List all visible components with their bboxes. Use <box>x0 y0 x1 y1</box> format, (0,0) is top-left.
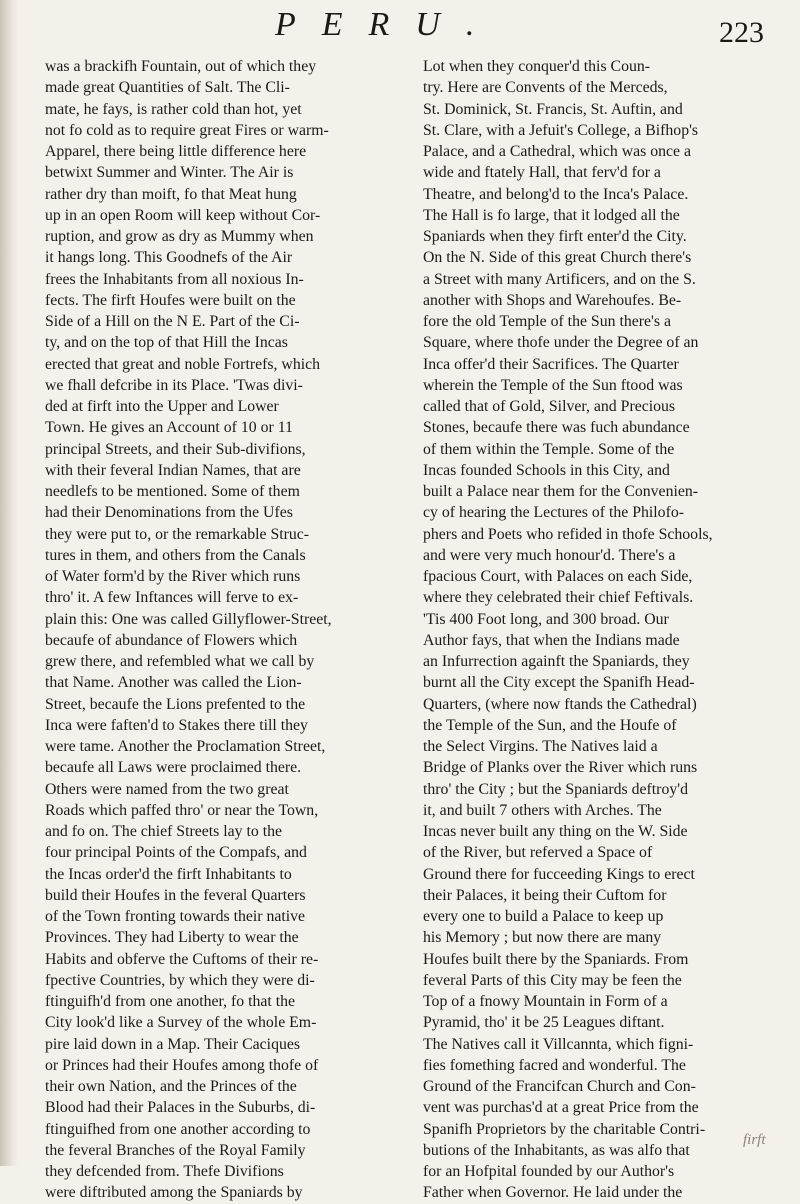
text-line: grew there, and refembled what we call by <box>45 653 315 670</box>
text-line: thro' the City ; but the Spaniards deftroy'd <box>423 780 688 798</box>
text-line: Stones, becaufe there was fuch abundance <box>423 419 690 437</box>
right-text-column <box>423 56 773 1204</box>
text-line: Incas founded Schools in this City, and <box>423 461 670 479</box>
text-line: Provinces. They had Liberty to wear the <box>45 929 299 947</box>
text-line: or Princes had their Houfes among thofe of <box>45 1056 319 1074</box>
text-line: becaufe of abundance of Flowers which <box>45 631 298 649</box>
text-line: City look'd like a Survey of the whole Em- <box>45 1014 317 1032</box>
text-line: phers and Poets who refided in thofe Schools, <box>423 525 713 543</box>
text-line: build their Houfes in the feveral Quarters <box>45 886 306 904</box>
text-line: we fhall defcribe in its Place. 'Twas divi- <box>45 376 303 394</box>
text-line: of them within the Temple. Some of the <box>423 440 675 458</box>
text-line: were tame. Another the Proclamation Street, <box>45 738 326 755</box>
text-line: Quarters, (where now ftands the Cathedral) <box>423 695 697 713</box>
text-line: and were very much honour'd. There's a <box>423 546 676 564</box>
text-line: mate, he fays, is rather cold than hot, yet <box>45 100 302 118</box>
text-line: Lot when they conquer'd this Coun- <box>423 58 651 75</box>
text-line: their own Nation, and the Princes of the <box>45 1078 297 1095</box>
text-line: St. Clare, with a Jefuit's College, a Bifhop's <box>423 121 699 139</box>
text-line: ftinguifh'd from one another, fo that the <box>45 993 296 1010</box>
text-line: St. Dominick, St. Francis, St. Auftin, and <box>423 100 683 118</box>
text-line: Habits and obferve the Cuftoms of their re- <box>45 950 319 968</box>
text-line: called that of Gold, Silver, and Precious <box>423 398 676 415</box>
text-line: Ground there for fucceeding Kings to erect <box>423 865 695 883</box>
text-line: of Water form'd by the River which runs <box>45 568 301 585</box>
text-line: every one to build a Palace to keep up <box>423 908 664 925</box>
text-line: up in an open Room will keep without Cor- <box>45 206 321 224</box>
text-line: were diftributed among the Spaniards by <box>45 1184 303 1202</box>
text-line: The Natives call it Villcannta, which figni- <box>423 1035 694 1053</box>
text-line: it hangs long. This Goodnefs of the Air <box>45 249 293 267</box>
text-line: the Incas order'd the firft Inhabitants to <box>45 865 292 883</box>
text-line: becaufe all Laws were proclaimed there. <box>45 759 302 777</box>
text-line: Spanifh Proprietors by the charitable Contri- <box>423 1120 706 1138</box>
text-line: 'Tis 400 Foot long, and 300 broad. Our <box>423 610 669 628</box>
text-line: his Memory ; but now there are many <box>423 929 662 947</box>
running-head: PERU. <box>275 6 501 43</box>
text-line: Author fays, that when the Indians made <box>423 631 680 649</box>
text-line: they were put to, or the remarkable Struc- <box>45 525 310 543</box>
text-line: their Palaces, it being their Cuftom for <box>423 886 667 904</box>
text-line: needlefs to be mentioned. Some of them <box>45 483 300 500</box>
text-line: was a brackifh Fountain, out of which they <box>45 58 317 75</box>
text-line: pire laid down in a Map. Their Caciques <box>45 1035 301 1053</box>
text-line: a Street with many Artificers, and on the S. <box>423 270 696 288</box>
text-line: Apparel, there being little difference here <box>45 143 307 160</box>
text-line: feveral Parts of this City may be feen the <box>423 971 682 989</box>
text-line: betwixt Summer and Winter. The Air is <box>45 164 294 182</box>
text-line: made great Quantities of Salt. The Cli- <box>45 79 290 97</box>
text-line: ty, and on the top of that Hill the Incas <box>45 334 288 352</box>
text-line: Roads which paffed thro' or near the Town, <box>45 801 319 819</box>
text-line: Father when Governor. He laid under the <box>423 1184 683 1202</box>
text-line: rather dry than moift, fo that Meat hung <box>45 185 297 203</box>
text-line: thro' it. A few Inftances will ferve to ex- <box>45 589 299 607</box>
catchword: firft <box>743 1132 766 1148</box>
text-line: ftinguifhed from one another according to <box>45 1120 311 1138</box>
text-line: ruption, and grow as dry as Mummy when <box>45 228 314 245</box>
text-line: of the Town fronting towards their native <box>45 908 306 925</box>
text-line: Spaniards when they firft enter'd the City. <box>423 228 687 245</box>
text-line: Inca were faften'd to Stakes there till they <box>45 716 308 734</box>
text-line: try. Here are Convents of the Merceds, <box>423 79 668 97</box>
text-line: tures in them, and others from the Canals <box>45 546 306 564</box>
text-line: Top of a fnowy Mountain in Form of a <box>423 993 668 1010</box>
text-line: cy of hearing the Lectures of the Philofo- <box>423 504 684 522</box>
text-line: four principal Points of the Compafs, and <box>45 844 307 862</box>
text-line: Houfes built there by the Spaniards. From <box>423 950 689 968</box>
text-line: vent was purchas'd at a great Price from the <box>423 1099 699 1117</box>
text-line: The Hall is fo large, that it lodged all the <box>423 206 680 224</box>
text-line: the Temple of the Sun, and the Houfe of <box>423 716 677 734</box>
text-line: that Name. Another was called the Lion- <box>45 674 302 692</box>
left-text-column <box>45 56 395 1204</box>
text-line: fects. The firft Houfes were built on the <box>45 291 296 309</box>
text-line: fies fomething facred and wonderful. The <box>423 1056 686 1074</box>
text-line: Others were named from the two great <box>45 780 289 798</box>
text-line: Bridge of Planks over the River which runs <box>423 759 698 777</box>
text-line: Pyramid, tho' it be 25 Leagues diftant. <box>423 1014 665 1032</box>
text-line: where they celebrated their chief Feftivals. <box>423 589 694 607</box>
text-line: ded at firft into the Upper and Lower <box>45 398 279 415</box>
text-line: Palace, and a Cathedral, which was once a <box>423 143 691 160</box>
text-line: an Infurrection againft the Spaniards, they <box>423 653 690 670</box>
page-number: 223 <box>719 16 764 49</box>
text-line: wherein the Temple of the Sun ftood was <box>423 376 683 394</box>
text-line: Town. He gives an Account of 10 or 11 <box>45 419 293 437</box>
text-line: of the River, but referved a Space of <box>423 844 653 862</box>
text-line: fore the old Temple of the Sun there's a <box>423 313 671 330</box>
text-line: it, and built 7 others with Arches. The <box>423 801 662 819</box>
text-line: the Select Virgins. The Natives laid a <box>423 738 658 755</box>
text-line: Blood had their Palaces in the Suburbs, di- <box>45 1099 316 1117</box>
text-line: Square, where thofe under the Degree of an <box>423 334 699 352</box>
page-spine-shadow <box>0 0 18 1166</box>
text-line: not fo cold as to require great Fires or warm- <box>45 121 329 139</box>
text-line: erected that great and noble Fortrefs, which <box>45 355 321 373</box>
text-line: the feveral Branches of the Royal Family <box>45 1141 306 1159</box>
text-line: burnt all the City except the Spanifh Head- <box>423 674 695 692</box>
text-line: wide and ftately Hall, that ferv'd for a <box>423 164 661 182</box>
text-line: Street, becaufe the Lions prefented to the <box>45 695 306 713</box>
text-line: had their Denominations from the Ufes <box>45 504 293 522</box>
page-header <box>0 4 800 52</box>
text-line: they defcended from. Thefe Divifions <box>45 1163 284 1180</box>
text-line: On the N. Side of this great Church there's <box>423 249 692 267</box>
text-line: Theatre, and belong'd to the Inca's Palace. <box>423 185 689 203</box>
text-line: Side of a Hill on the N E. Part of the Ci- <box>45 313 300 330</box>
text-line: and fo on. The chief Streets lay to the <box>45 823 283 840</box>
text-line: another with Shops and Warehoufes. Be- <box>423 291 682 309</box>
text-line: plain this: One was called Gillyflower-Street, <box>45 610 332 628</box>
text-line: built a Palace near them for the Convenien- <box>423 483 699 500</box>
text-line: principal Streets, and their Sub-divifions, <box>45 440 306 458</box>
text-line: frees the Inhabitants from all noxious In- <box>45 270 304 288</box>
text-line: Incas never built any thing on the W. Side <box>423 823 688 840</box>
text-line: fpective Countries, by which they were di- <box>45 971 315 989</box>
text-line: for an Hofpital founded by our Author's <box>423 1163 675 1180</box>
text-line: fpacious Court, with Palaces on each Side, <box>423 568 693 585</box>
text-line: butions of the Inhabitants, as was alfo that <box>423 1141 690 1159</box>
text-line: Inca offer'd their Sacrifices. The Quarter <box>423 355 679 373</box>
text-line: with their feveral Indian Names, that are <box>45 461 301 479</box>
text-line: Ground of the Francifcan Church and Con- <box>423 1078 696 1095</box>
